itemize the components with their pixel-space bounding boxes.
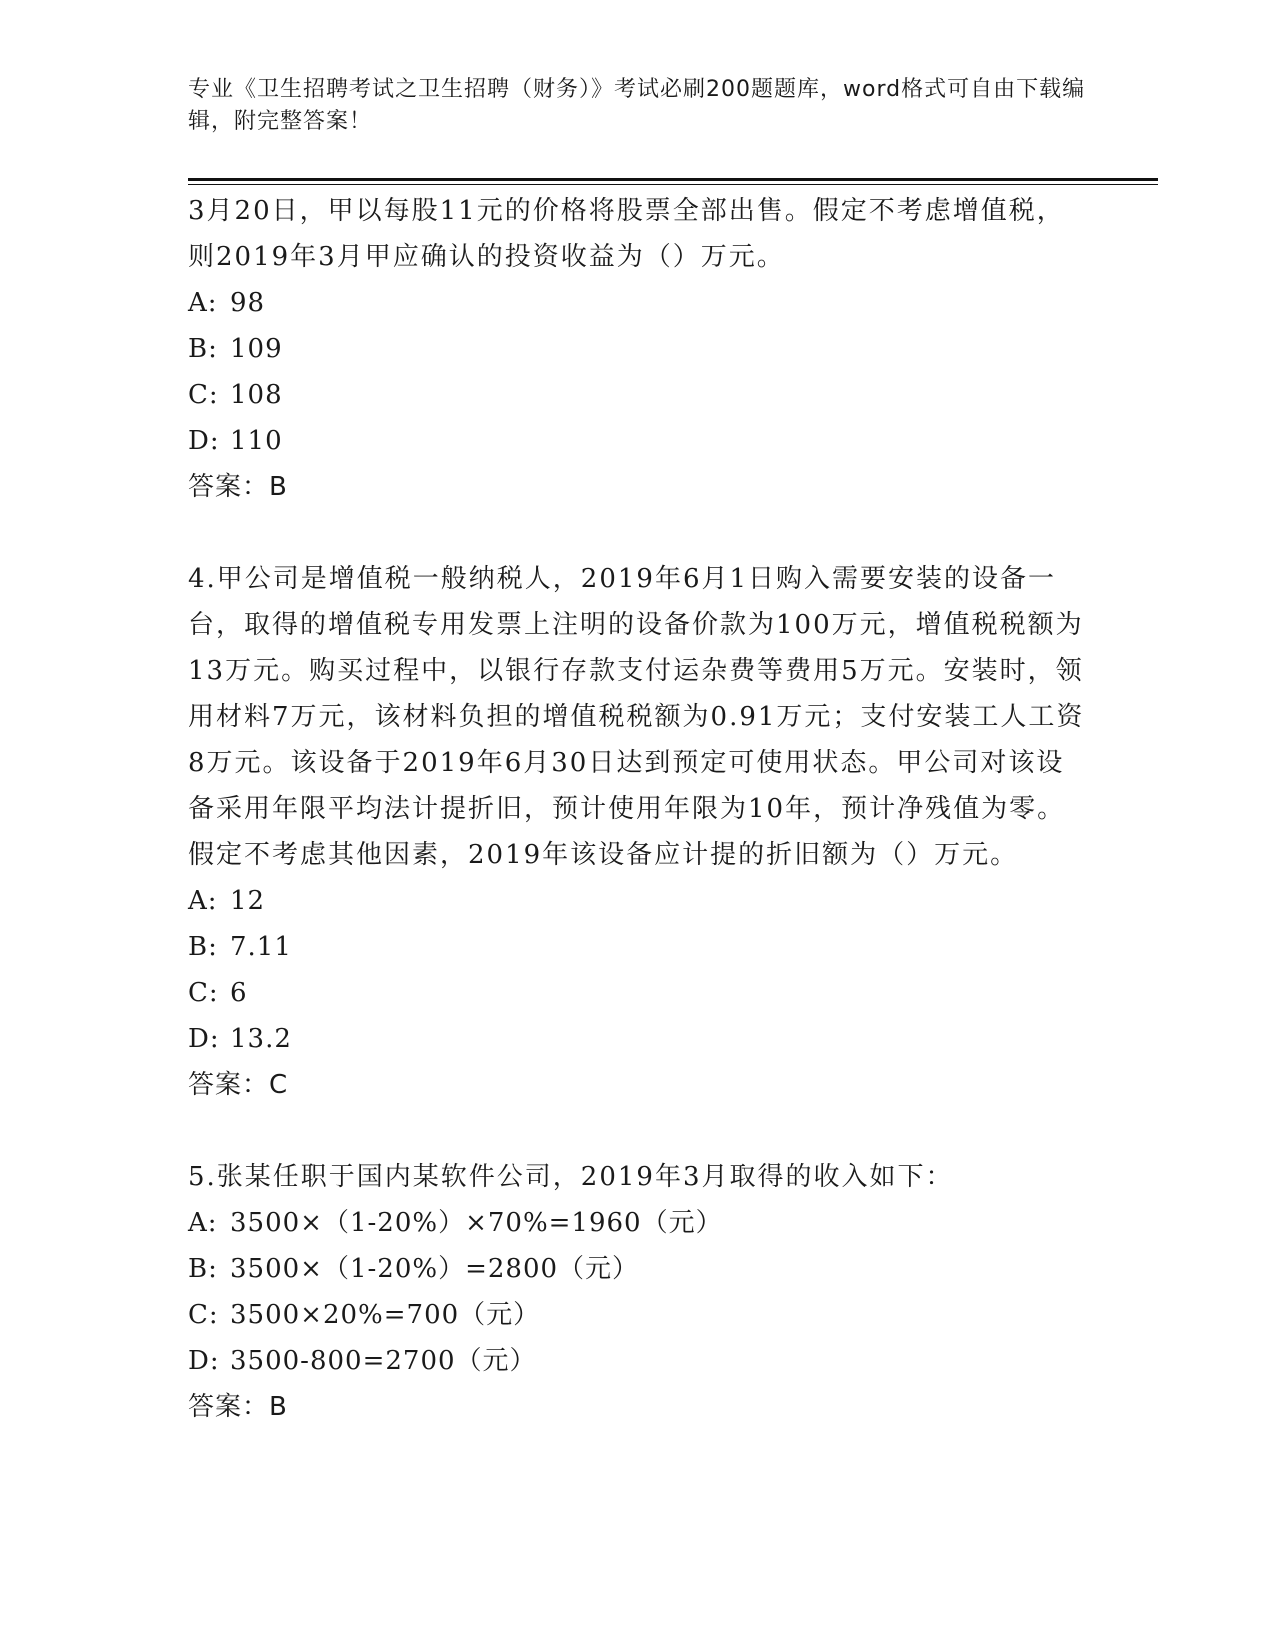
option-value: 3500×（1-20%）=2800（元）: [230, 1254, 640, 1284]
option-label: A:: [188, 288, 218, 318]
question-list: [188, 188, 1088, 1430]
option-value: 6: [230, 978, 248, 1008]
option-label: A:: [188, 886, 218, 916]
answer-line: 答案：B: [188, 1392, 288, 1422]
answer-line: 答案：B: [188, 472, 288, 502]
question-5: [188, 1154, 1088, 1430]
option-value: 13.2: [230, 1024, 292, 1054]
header-rule-thin: [188, 184, 1158, 185]
option-label: B:: [188, 932, 218, 962]
option-d: [188, 418, 1088, 464]
option-a: [188, 1200, 1088, 1246]
question-text: 5.张某任职于国内某软件公司，2019年3月取得的收入如下：: [188, 1162, 954, 1192]
option-label: B:: [188, 334, 218, 364]
option-label: D:: [188, 1346, 220, 1376]
option-label: B:: [188, 1254, 218, 1284]
option-value: 7.11: [230, 932, 292, 962]
spacer: [188, 1108, 1088, 1154]
document-header: [188, 74, 1088, 138]
option-d: [188, 1016, 1088, 1062]
option-b: [188, 326, 1088, 372]
header-title: 专业《卫生招聘考试之卫生招聘（财务）》考试必刷200题题库，word格式可自由下载编辑，附完整答案！: [188, 77, 1086, 134]
option-label: C:: [188, 380, 219, 410]
option-a: [188, 280, 1088, 326]
option-value: 108: [230, 380, 283, 410]
option-b: [188, 924, 1088, 970]
option-label: D:: [188, 1024, 220, 1054]
question-text: 4.甲公司是增值税一般纳税人，2019年6月1日购入需要安装的设备一台，取得的增值税专用发票上注明的设备价款为100万元，增值税税额为13万元。购买过程中，以银行存款支付运杂费等费用5万元。安装时，领用材料7万元，该材料负担的增值税税额为0.91万元；支付安装工人工资8万元。该设备于2019年6月30日达到预定可使用状态。甲公司对该设备采用年限平均法计提折旧，预计使用年限为10年，预计净残值为零。假定不考虑其他因素，2019年该设备应计提的折旧额为（）万元。: [188, 564, 1085, 870]
option-value: 110: [230, 426, 283, 456]
spacer: [188, 510, 1088, 556]
option-value: 3500×20%=700（元）: [230, 1300, 541, 1330]
option-c: [188, 1292, 1088, 1338]
option-value: 12: [230, 886, 266, 916]
option-c: [188, 970, 1088, 1016]
question-text: 3月20日，甲以每股11元的价格将股票全部出售。假定不考虑增值税，则2019年3月甲应确认的投资收益为（）万元。: [188, 196, 1065, 272]
option-d: [188, 1338, 1088, 1384]
option-c: [188, 372, 1088, 418]
option-label: C:: [188, 978, 219, 1008]
option-value: 3500×（1-20%）×70%=1960（元）: [230, 1208, 723, 1238]
option-label: D:: [188, 426, 220, 456]
option-value: 109: [230, 334, 283, 364]
header-rule-thick: [188, 178, 1158, 181]
option-a: [188, 878, 1088, 924]
option-b: [188, 1246, 1088, 1292]
option-value: 3500-800=2700（元）: [230, 1346, 537, 1376]
question-3: [188, 188, 1088, 510]
question-4: [188, 556, 1088, 1108]
option-label: C:: [188, 1300, 219, 1330]
option-value: 98: [230, 288, 266, 318]
option-label: A:: [188, 1208, 218, 1238]
answer-line: 答案：C: [188, 1070, 289, 1100]
